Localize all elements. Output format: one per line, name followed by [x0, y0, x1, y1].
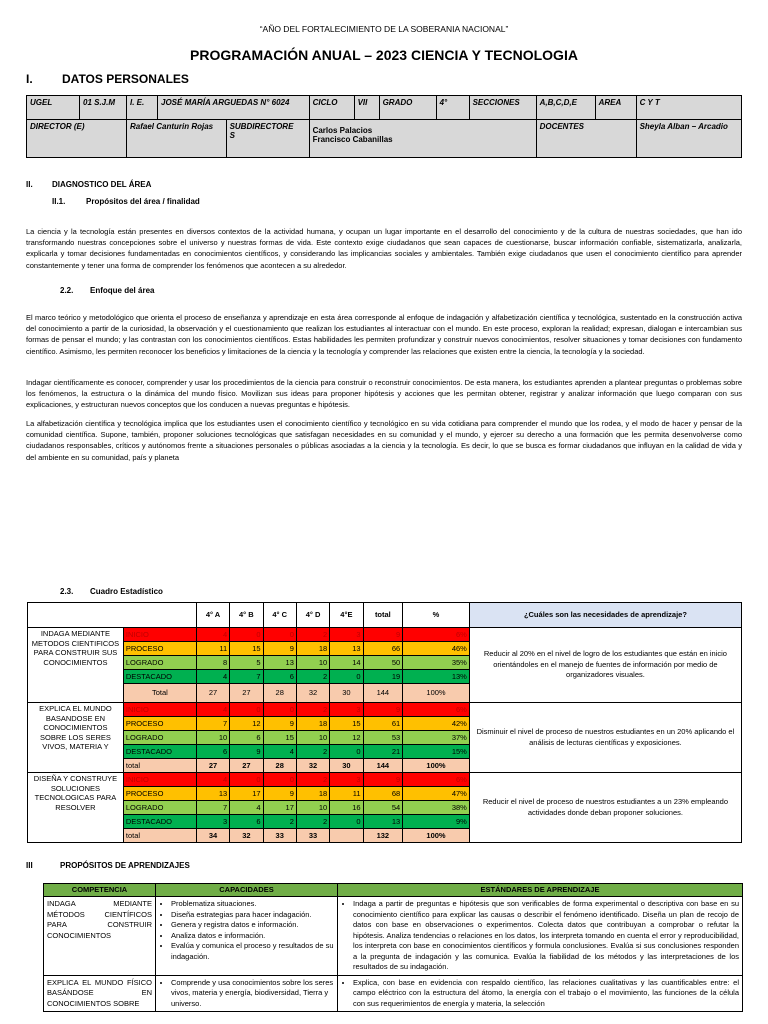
- stats-value: 42%: [403, 717, 470, 731]
- stats-value: 18: [296, 642, 329, 656]
- stats-value: 13: [196, 787, 229, 801]
- stats-value: 15: [263, 731, 296, 745]
- section-2-number: II.: [26, 180, 33, 189]
- stats-value: 15%: [403, 745, 470, 759]
- purposes-header-cell: ESTÁNDARES DE APRENDIZAJE: [338, 884, 743, 897]
- stats-header-cell: 4°E: [330, 603, 363, 628]
- docentes-value: Sheyla Alban – Arcadio: [636, 120, 741, 158]
- capacity-item: • Problematiza situaciones.: [171, 899, 334, 910]
- total-value: 100%: [403, 759, 470, 773]
- stats-value: 17: [230, 787, 263, 801]
- stats-value: 7: [196, 717, 229, 731]
- stats-value: 10: [296, 801, 329, 815]
- level-label: LOGRADO: [123, 731, 196, 745]
- stats-value: 0: [263, 628, 296, 642]
- total-value: 30: [330, 684, 363, 703]
- capacity-item: • Genera y registra datos e información.: [171, 920, 334, 931]
- paragraph-approach-2: Indagar científicamente es conocer, comprender y usar los procedimientos de la ciencia para construir o reconstruir conocimientos. De esta manera, los estudiantes aprenden a plantear preguntas o problemas sobre los fenómenos, la estructura o la dinámica del mundo físico. Movilizan sus ideas para proponer hipótesis y acciones que les permitan obtener, registrar y analizar información que luego comparan con sus explicaciones, y estructuran nuevos conceptos que los conducen a nuevas preguntas e hipótesis.: [26, 378, 742, 410]
- area-label: AREA: [595, 96, 636, 120]
- stats-value: 2: [263, 815, 296, 829]
- ie-label: I. E.: [127, 96, 158, 120]
- total-value: 132: [363, 829, 403, 843]
- stats-value: 8: [196, 656, 229, 670]
- sub-2-number: 2.2.: [60, 286, 74, 295]
- total-value: 33: [263, 829, 296, 843]
- level-label: INICIO: [123, 703, 196, 717]
- page-title: PROGRAMACIÓN ANUAL – 2023 CIENCIA Y TECNOLOGIA: [190, 47, 578, 63]
- paragraph-approach-3: La alfabetización científica y tecnológica implica que los estudiantes usen el conocimiento científico y tecnológico en su vida cotidiana para comprender el mundo que los rodea, y el modo de hacer y pensar de la comunidad científica. Supone, también, proponer soluciones tecnológicas que satisfagan necesidades en su comunidad y el mundo, y ejercer su derecho a una formación que les permita desenvolverse como ciudadanos responsables, críticos y autónomos frente a situaciones personales o públicas asociadas a la ciencia y la tecnología. Es decir, lo que se busca es formar ciudadanos que influyan en la calidad de vida y del ambiente en su comunidad, país y planeta: [26, 419, 742, 462]
- level-label: DESTACADO: [123, 670, 196, 684]
- total-label: total: [123, 759, 196, 773]
- stats-value: 13%: [403, 670, 470, 684]
- level-label: DESTACADO: [123, 745, 196, 759]
- stats-value: 4: [196, 703, 229, 717]
- personal-data-table: [26, 95, 742, 158]
- area-value: C Y T: [636, 96, 741, 120]
- director-label: DIRECTOR (E): [27, 120, 127, 158]
- stats-value: 0: [330, 745, 363, 759]
- stats-value: 9%: [403, 815, 470, 829]
- stats-value: 15: [330, 717, 363, 731]
- sub-1-title: Propósitos del área / finalidad: [86, 197, 200, 206]
- stats-row: [28, 773, 742, 787]
- stats-header-row: [28, 603, 742, 628]
- sub-1-number: II.1.: [52, 197, 66, 206]
- stats-value: 13: [363, 815, 403, 829]
- stats-header-cell: 4° A: [196, 603, 229, 628]
- stats-value: 11: [330, 787, 363, 801]
- total-value: 100%: [403, 684, 470, 703]
- stats-value: 54: [363, 801, 403, 815]
- stats-value: 4: [196, 628, 229, 642]
- stats-value: 2: [296, 745, 329, 759]
- stats-value: 3: [330, 628, 363, 642]
- stats-header-cell: 4° B: [230, 603, 263, 628]
- section-2-title: DIAGNOSTICO DEL ÁREA: [52, 180, 152, 189]
- stats-value: 9: [263, 787, 296, 801]
- stats-value: 9: [230, 745, 263, 759]
- stats-value: 2: [296, 815, 329, 829]
- purpose-competency: EXPLICA EL MUNDO FÍSICO BASÁNDOSE EN CONOCIMIENTOS SOBRE: [44, 975, 156, 1012]
- stats-header-cell: %: [403, 603, 470, 628]
- stats-header-cell: 4° D: [296, 603, 329, 628]
- stats-value: 13: [263, 656, 296, 670]
- total-value: 144: [363, 684, 403, 703]
- learning-need: Disminuir el nivel de proceso de nuestros estudiantes en un 20% aplicando el análisis de lecturas científicas y exposiciones.: [469, 703, 741, 773]
- purpose-capacities: [156, 975, 338, 1012]
- standard-text: • Explica, con base en evidencia con respaldo científico, las relaciones cualitativas y las cuantificables entre: el campo eléctrico con la estructura del átomo, la energía con el trabajo o el movimiento, las funciones de la célula con sus requerimientos de energía y materia, la selección: [353, 978, 739, 1010]
- purpose-capacities: [156, 897, 338, 976]
- stats-value: 4: [196, 773, 229, 787]
- ciclo-value: VII: [354, 96, 379, 120]
- level-label: PROCESO: [123, 787, 196, 801]
- competency-name: DISEÑA Y CONSTRUYE SOLUCIONES TECNOLOGICAS PARA RESOLVER: [28, 773, 124, 843]
- stats-value: 10: [296, 656, 329, 670]
- stats-value: 14: [330, 656, 363, 670]
- total-value: 33: [296, 829, 329, 843]
- stats-value: 10: [296, 731, 329, 745]
- stats-value: 3: [330, 703, 363, 717]
- total-value: 100%: [403, 829, 470, 843]
- stats-value: 0: [230, 773, 263, 787]
- purpose-standard: [338, 897, 743, 976]
- total-value: 32: [296, 759, 329, 773]
- statistics-table: [27, 602, 742, 843]
- ugel-label: UGEL: [27, 96, 80, 120]
- stats-value: 9: [363, 628, 403, 642]
- paragraph-approach-1: El marco teórico y metodológico que orienta el proceso de enseñanza y aprendizaje en esta área corresponde al enfoque de indagación y alfabetización científica y tecnológica, sustentado en la construcción activa del conocimiento a partir de la curiosidad, la observación y el cuestionamiento que realizan los estudiantes al interactuar con el mundo. En este proceso, exploran la realidad; expresan, dialogan e intercambian sus formas de pensar el mundo; y las contrastan con los conocimientos científicos. Estas habilidades les permiten profundizar y construir nuevos conocimientos, resolver situaciones y tomar decisiones con fundamento científico. Asimismo, les permiten reconocer los beneficios y limitaciones de la ciencia y la tecnología y comprender las relaciones que existen entre la ciencia, la tecnología y la sociedad.: [26, 313, 742, 356]
- stats-value: 12: [330, 731, 363, 745]
- sub-2-title: Enfoque del área: [90, 286, 155, 295]
- subdirector-label: SUBDIRECTORE S: [226, 120, 309, 158]
- paragraph-purpose: La ciencia y la tecnología están presentes en diversos contextos de la actividad humana, y ocupan un lugar importante en el desarrollo del conocimiento y de la cultura de nuestras sociedades, que han ido transformando nuestras concepciones sobre el universo y nuestras formas de vida. Este contexto exige ciudadanos que sean capaces de cuestionarse, buscar información confiable, sistematizarla, analizarla, explicarla y tomar decisiones fundamentadas en conocimientos científicos, y considerando las implicancias sociales y ambientales. También exige ciudadanos que usen el conocimiento científico para aprender constantemente y tener una forma de comprender los fenómenos que acontecen a su alrededor.: [26, 227, 742, 270]
- level-label: LOGRADO: [123, 656, 196, 670]
- stats-value: 19: [363, 670, 403, 684]
- total-value: 27: [230, 759, 263, 773]
- stats-value: 15: [230, 642, 263, 656]
- stats-header-blank: [28, 603, 197, 628]
- purposes-row: [44, 975, 743, 1012]
- ugel-value: 01 S.J.M: [80, 96, 127, 120]
- total-value: 34: [196, 829, 229, 843]
- total-label: total: [123, 829, 196, 843]
- stats-value: 2: [296, 670, 329, 684]
- standard-text: • Indaga a partir de preguntas e hipótesis que son verificables de forma experimental o descriptiva con base en su conocimiento científico para explicar las causas o describir el fenómeno identificado. Diseña un plan de recojo de datos con base en observaciones o experimentos. Colecta datos que contribuyan a comprobar o refutar la hipótesis. Analiza tendencias o relaciones en los datos, los interpreta tomando en cuenta el error y reproducibilidad, los interpreta con base en conocimientos científicos y formula conclusiones. Evalúa si sus conclusiones responden a la pregunta de indagación y las comunica. Evalúa la fiabilidad de los métodos y las interpretaciones de los resultados de su indagación.: [353, 899, 739, 973]
- stats-value: 6: [230, 815, 263, 829]
- stats-value: 18: [296, 787, 329, 801]
- stats-row: [28, 628, 742, 642]
- capacity-item: • Comprende y usa conocimientos sobre los seres vivos, materia y energía, biodiversidad, Tierra y universo.: [171, 978, 334, 1010]
- stats-value: 6%: [403, 773, 470, 787]
- total-value: 28: [263, 684, 296, 703]
- grado-label: GRADO: [379, 96, 436, 120]
- stats-value: 4: [263, 745, 296, 759]
- stats-value: 53: [363, 731, 403, 745]
- stats-value: 6%: [403, 703, 470, 717]
- stats-value: 3: [330, 773, 363, 787]
- stats-value: 7: [196, 801, 229, 815]
- stats-value: 4: [230, 801, 263, 815]
- level-label: INICIO: [123, 628, 196, 642]
- stats-value: 3: [196, 815, 229, 829]
- stats-value: 9: [263, 642, 296, 656]
- secciones-label: SECCIONES: [469, 96, 536, 120]
- total-value: [330, 829, 363, 843]
- stats-value: 7: [230, 670, 263, 684]
- total-value: 28: [263, 759, 296, 773]
- sub-3-number: 2.3.: [60, 587, 74, 596]
- level-label: DESTACADO: [123, 815, 196, 829]
- learning-purposes-table: [43, 883, 743, 1012]
- stats-value: 0: [330, 670, 363, 684]
- stats-value: 2: [296, 773, 329, 787]
- stats-value: 9: [363, 703, 403, 717]
- ciclo-label: CICLO: [309, 96, 354, 120]
- stats-value: 61: [363, 717, 403, 731]
- stats-value: 4: [196, 670, 229, 684]
- purpose-standard: [338, 975, 743, 1012]
- section-1-title: DATOS PERSONALES: [62, 72, 189, 86]
- stats-value: 38%: [403, 801, 470, 815]
- total-value: 27: [196, 684, 229, 703]
- purposes-header-cell: COMPETENCIA: [44, 884, 156, 897]
- secciones-value: A,B,C,D,E: [536, 96, 595, 120]
- total-value: 27: [196, 759, 229, 773]
- stats-value: 0: [230, 703, 263, 717]
- director-value: Rafael Canturin Rojas: [127, 120, 227, 158]
- stats-value: 12: [230, 717, 263, 731]
- total-value: 32: [296, 684, 329, 703]
- stats-value: 6: [263, 670, 296, 684]
- stats-value: 11: [196, 642, 229, 656]
- stats-value: 2: [296, 628, 329, 642]
- stats-value: 2: [296, 703, 329, 717]
- stats-value: 0: [330, 815, 363, 829]
- ie-value: JOSÉ MARÍA ARGUEDAS N° 6024: [158, 96, 310, 120]
- total-label: Total: [123, 684, 196, 703]
- total-value: 32: [230, 829, 263, 843]
- level-label: PROCESO: [123, 642, 196, 656]
- stats-value: 0: [263, 703, 296, 717]
- subdirector-value: Carlos Palacios Francisco Cabanillas: [309, 120, 536, 158]
- purposes-row: [44, 897, 743, 976]
- stats-value: 66: [363, 642, 403, 656]
- grado-value: 4°: [436, 96, 469, 120]
- section-1-number: I.: [26, 72, 33, 86]
- purposes-header-row: [44, 884, 743, 897]
- stats-row: [28, 703, 742, 717]
- stats-value: 21: [363, 745, 403, 759]
- stats-value: 5: [230, 656, 263, 670]
- stats-value: 16: [330, 801, 363, 815]
- stats-value: 6: [196, 745, 229, 759]
- stats-header-cell: 4° C: [263, 603, 296, 628]
- year-motto: “AÑO DEL FORTALECIMIENTO DE LA SOBERANIA NACIONAL”: [259, 24, 509, 34]
- section-3-number: III: [26, 861, 33, 870]
- capacity-item: • Analiza datos e información.: [171, 931, 334, 942]
- stats-value: 47%: [403, 787, 470, 801]
- stats-value: 10: [196, 731, 229, 745]
- capacity-item: • Evalúa y comunica el proceso y resultados de su indagación.: [171, 941, 334, 962]
- level-label: PROCESO: [123, 717, 196, 731]
- purposes-header-cell: CAPACIDADES: [156, 884, 338, 897]
- stats-header-cell: total: [363, 603, 403, 628]
- level-label: LOGRADO: [123, 801, 196, 815]
- sub-3-title: Cuadro Estadístico: [90, 587, 163, 596]
- level-label: INICIO: [123, 773, 196, 787]
- competency-name: EXPLICA EL MUNDO BASANDOSE EN CONOCIMIENTOS SOBRE LOS SERES VIVOS, MATERIA Y: [28, 703, 124, 773]
- stats-value: 68: [363, 787, 403, 801]
- capacity-item: • Diseña estrategias para hacer indagación.: [171, 910, 334, 921]
- stats-value: 35%: [403, 656, 470, 670]
- total-value: 30: [330, 759, 363, 773]
- stats-value: 9: [263, 717, 296, 731]
- total-value: 27: [230, 684, 263, 703]
- section-3-title: PROPÓSITOS DE APRENDIZAJES: [60, 861, 190, 870]
- learning-need: Reducir el nivel de proceso de nuestros estudiantes a un 23% empleando actividades donde deban proponer soluciones.: [469, 773, 741, 843]
- docentes-label: DOCENTES: [536, 120, 636, 158]
- competency-name: INDAGA MEDIANTE METODOS CIENTIFICOS PARA CONSTRUIR SUS CONOCIMIENTOS: [28, 628, 124, 703]
- stats-value: 46%: [403, 642, 470, 656]
- stats-value: 0: [230, 628, 263, 642]
- total-value: 144: [363, 759, 403, 773]
- needs-header: ¿Cuáles son las necesidades de aprendizaje?: [469, 603, 741, 628]
- purpose-competency: INDAGA MEDIANTE MÉTODOS CIENTÍFICOS PARA CONSTRUIR CONOCIMIENTOS: [44, 897, 156, 976]
- stats-value: 6%: [403, 628, 470, 642]
- stats-value: 0: [263, 773, 296, 787]
- stats-value: 17: [263, 801, 296, 815]
- stats-value: 18: [296, 717, 329, 731]
- stats-value: 9: [363, 773, 403, 787]
- stats-value: 6: [230, 731, 263, 745]
- learning-need: Reducir al 20% en el nivel de logro de los estudiantes que están en inicio orientándoles en el manejo de fuentes de información por medio de organizadores visuales.: [469, 628, 741, 703]
- stats-value: 50: [363, 656, 403, 670]
- stats-value: 37%: [403, 731, 470, 745]
- stats-value: 13: [330, 642, 363, 656]
